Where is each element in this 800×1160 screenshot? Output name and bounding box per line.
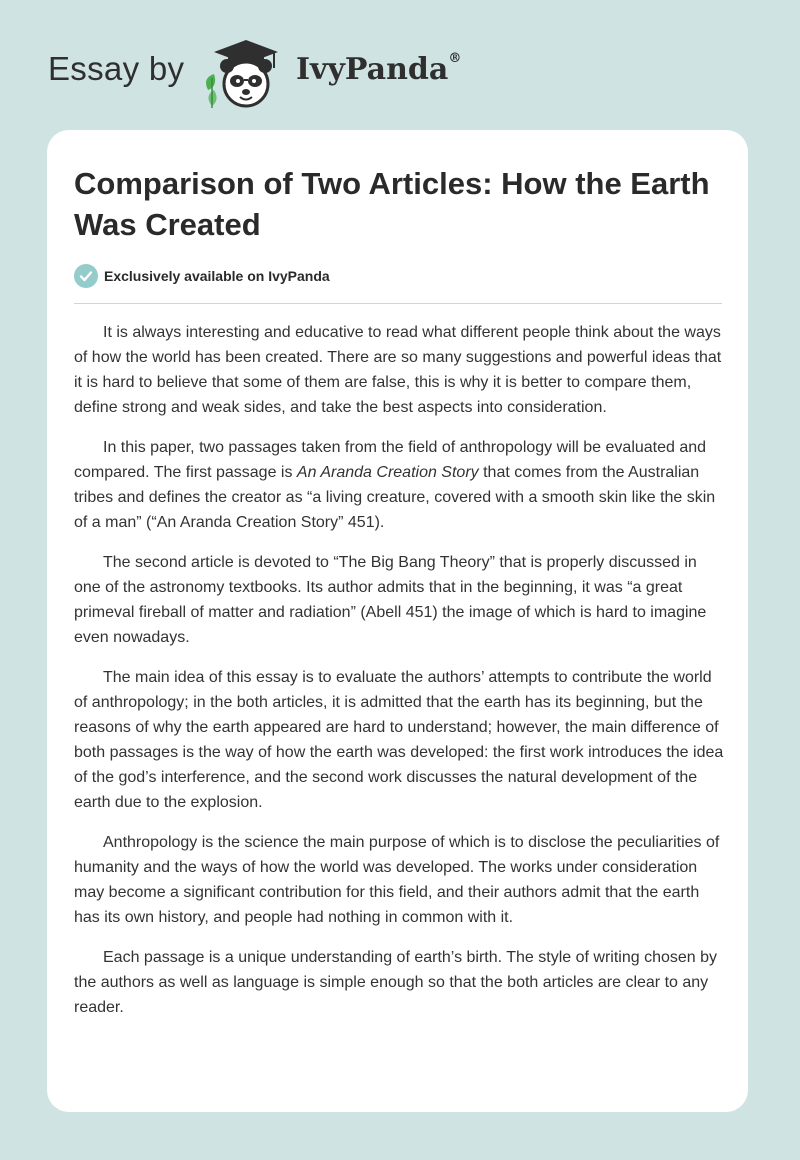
check-icon: [74, 264, 98, 288]
exclusive-badge: [74, 263, 330, 289]
paragraph-1: It is always interesting and educative to read what different people think about the ways of how the world has been created. There are so many suggestions and powerful ideas that it is hard to believe that some of them are false, this is why it is better to compare them, define strong and weak sides, and take the best aspects into consideration.: [74, 324, 722, 416]
article-card: [47, 130, 748, 1112]
paragraph-5: Anthropology is the science the main purpose of which is to disclose the peculiarities of humanity and the ways of how the world was developed. The works under consideration may become a significant contribution for this field, and their authors admit that the earth has its own history, and people had nothing in common with it.: [74, 834, 720, 926]
paragraph-6: Each passage is a unique understanding of earth’s birth. The style of writing chosen by the authors as well as language is simple enough so that the both articles are clear to any reader.: [74, 949, 718, 1016]
article-body: [74, 320, 726, 1035]
aranda-story-title: An Aranda Creation Story: [296, 464, 479, 481]
panda-graduate-icon[interactable]: [200, 34, 292, 110]
brand-text: IvyPanda: [296, 52, 449, 87]
registered-mark: ®: [448, 51, 462, 66]
paragraph-2-text-a: In this paper, two passages taken from the field of anthropology will be evaluated and compared. The first passage is: [74, 439, 707, 481]
essay-by-label: Essay by: [48, 50, 185, 87]
paragraph-3: The second article is devoted to “The Big Bang Theory” that is properly discussed in one of the astronomy textbooks. Its author admits that in the beginning, it was “a great primeval fireball of matter and radiation” (Abell 451) the image of which is hard to imagine even nowadays.: [74, 554, 707, 646]
site-header: [0, 0, 800, 130]
paragraph-2: [74, 435, 726, 535]
divider: [74, 303, 722, 304]
article-title: Comparison of Two Articles: How the Earth Was Created: [74, 166, 710, 242]
paragraph-2-text-b: that comes from the Australian tribes and defines the creator as “a living creature, covered with a smooth skin like the skin of a man” (“An Aranda Creation Story” 451).: [74, 464, 716, 531]
brand-name[interactable]: [296, 52, 461, 87]
exclusive-badge-label: Exclusively available on IvyPanda: [104, 268, 330, 284]
paragraph-4: The main idea of this essay is to evaluate the authors’ attempts to contribute the world of anthropology; in the both articles, it is admitted that the earth has its beginning, but the reasons of why the earth appeared are hard to understand; however, the main difference of both passages is the way of how the earth was developed: the first work introduces the idea of the god’s interference, and the second work discusses the natural development of the earth due to the explosion.: [74, 669, 724, 811]
